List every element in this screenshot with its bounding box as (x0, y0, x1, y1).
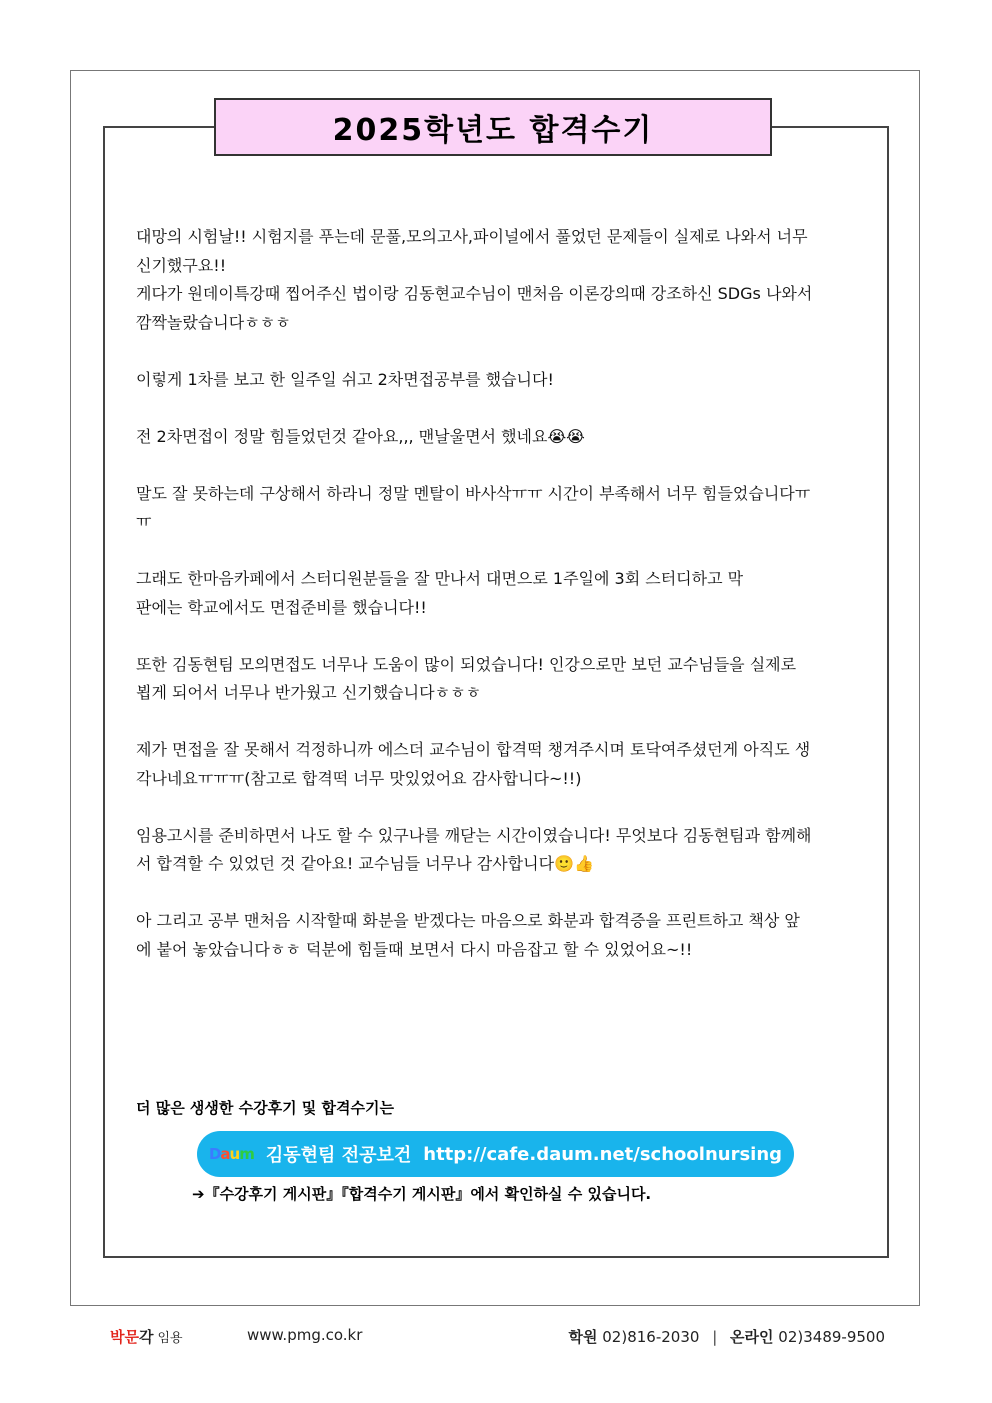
body-line: 이렇게 1차를 보고 한 일주일 쉬고 2차면접공부를 했습니다! (136, 369, 554, 389)
body-line: 신기했구요!! (136, 255, 227, 275)
body-line: 깜짝놀랐습니다ㅎㅎㅎ (136, 312, 291, 332)
body-line: 또한 김동현팀 모의면접도 너무나 도움이 많이 되었습니다! 인강으로만 보던 교수님들을 실제로 (136, 654, 797, 674)
cafe-url-link[interactable]: http://cafe.daum.net/schoolnursing (423, 1143, 783, 1165)
cafe-link-banner[interactable] (197, 1131, 794, 1177)
body-line: 임용고시를 준비하면서 나도 할 수 있구나를 깨닫는 시간이였습니다! 무엇보다 김동현팀과 함께해 (136, 825, 812, 845)
body-line: 뵙게 되어서 너무나 반가웠고 신기했습니다ㅎㅎㅎ (136, 683, 481, 702)
website-link[interactable]: www.pmg.co.kr (247, 1326, 363, 1344)
cta-heading: 더 많은 생생한 수강후기 및 합격수기는 (136, 1099, 394, 1117)
body-line: 말도 잘 못하는데 구상해서 하라니 정말 멘탈이 바사삭ㅠㅠ 시간이 부족해서 너무 힘들었습니다ㅠ (136, 483, 811, 503)
body-line: ㅠ (136, 512, 152, 531)
body-paragraph (136, 480, 878, 537)
body-line: 전 2차면접이 정말 힘들었던것 같아요,,, 맨날울면서 했네요😭😭 (136, 426, 585, 446)
body-paragraph (136, 223, 878, 337)
testimonial-body (136, 223, 878, 993)
contact-info: 학원 02)816-2030 | 온라인 02)3489-9500 (568, 1328, 885, 1346)
body-paragraph (136, 423, 878, 452)
online-phone: 02)3489-9500 (778, 1328, 885, 1346)
body-line: 에 붙어 놓았습니다ㅎㅎ 덕분에 힘들때 보면서 다시 마음잡고 할 수 있었어요~!! (136, 939, 693, 959)
page-footer (0, 1320, 992, 1350)
title-banner (214, 98, 772, 156)
body-line: 게다가 원데이특강때 찝어주신 법이랑 김동현교수님이 맨처음 이론강의때 강조하신 SDGs 나와서 (136, 284, 813, 303)
body-line: 대망의 시험날!! 시험지를 푸는데 문풀,모의고사,파이널에서 풀었던 문제들이 실제로 나와서 너무 (136, 227, 808, 246)
body-line: 그래도 한마음카페에서 스터디원분들을 잘 만나서 대면으로 1주일에 3회 스터디하고 막 (136, 569, 744, 588)
body-paragraph (136, 651, 878, 708)
body-line: 서 합격할 수 있었던 것 같아요! 교수님들 너무나 감사합니다🙂👍 (136, 854, 594, 873)
body-paragraph (136, 907, 878, 964)
body-line: 아 그리고 공부 맨처음 시작할때 화분을 받겠다는 마음으로 화분과 합격증을 프린트하고 책상 앞 (136, 911, 800, 930)
brand-logo: 박문각 임용 (110, 1328, 183, 1346)
body-line: 각나네요ㅠㅠㅠ(참고로 합격떡 너무 맛있었어요 감사합니다~!!) (136, 768, 582, 788)
body-paragraph (136, 366, 878, 395)
cafe-name: 김동현팀 전공보건 (265, 1145, 412, 1166)
academy-phone: 02)816-2030 (602, 1328, 700, 1346)
body-line: 판에는 학교에서도 면접준비를 했습니다!! (136, 597, 427, 617)
page-title: 2025학년도 합격수기 (332, 113, 654, 148)
body-line: 제가 면접을 잘 못해서 걱정하니까 에스더 교수님이 합격떡 챙겨주시며 토닥여주셨던게 아직도 생 (136, 740, 811, 759)
body-paragraph (136, 822, 878, 879)
board-note: ➔『수강후기 게시판』『합격수기 게시판』에서 확인하실 수 있습니다. (192, 1185, 652, 1203)
daum-logo-icon: D a u m (208, 1145, 254, 1163)
body-paragraph (136, 736, 878, 793)
body-paragraph (136, 565, 878, 622)
